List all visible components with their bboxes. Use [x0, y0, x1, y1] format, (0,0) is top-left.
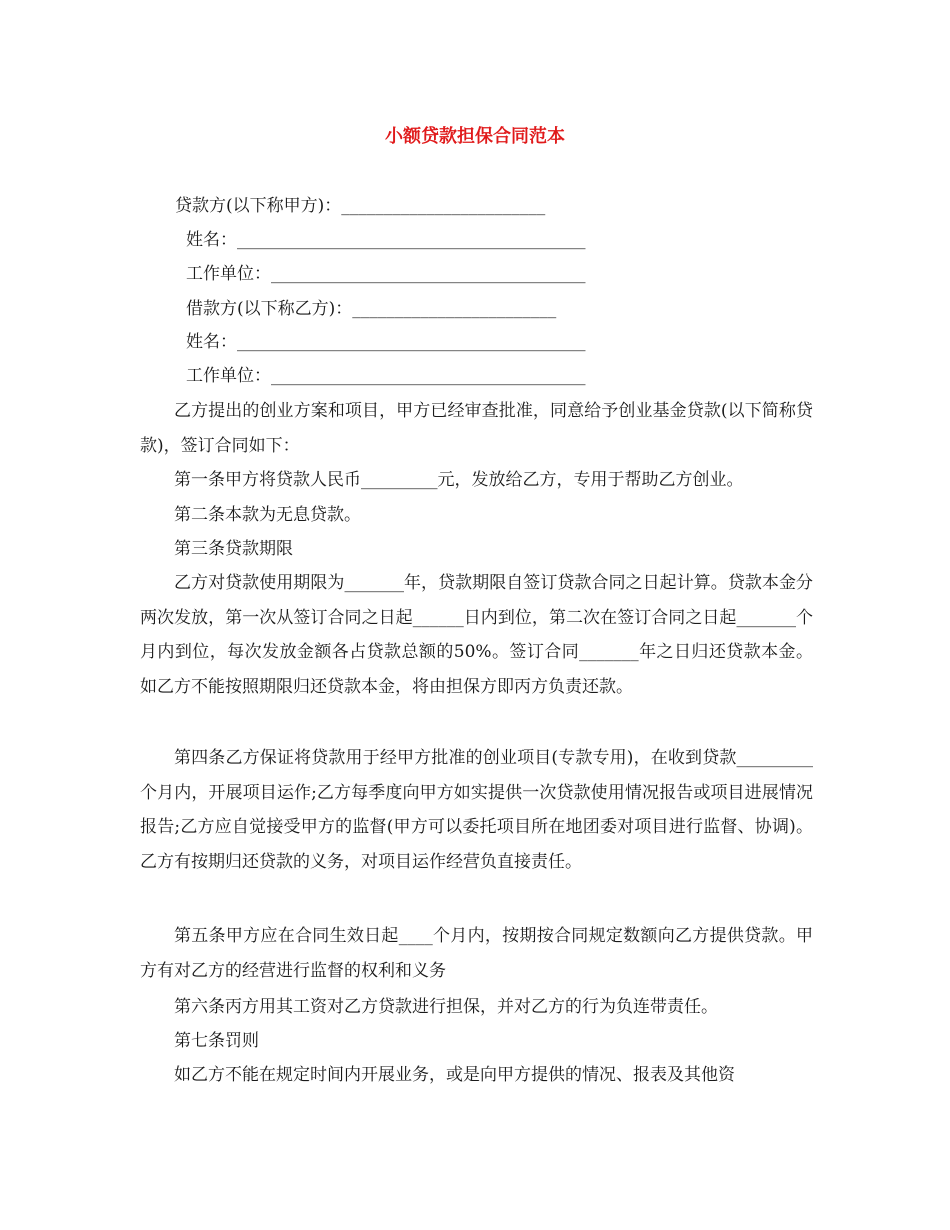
article-1: 第一条甲方将贷款人民币_________元，发放给乙方，专用于帮助乙方创业。	[174, 470, 744, 490]
article-2: 第二条本款为无息贷款。	[174, 505, 361, 525]
article-3-body: 乙方对贷款使用期限为_______年，贷款期限自签订贷款合同之日起计算。贷款本金分两次发放，第一次从签订合同之日起______日内到位，第二次在签订合同之日起_______个月内到位，每次发放金额各占贷款总额的50%。签订合同_______年之日归还贷款本金。如乙方不能按照期限归还贷款本金，将由担保方即丙方负责还款。	[140, 573, 813, 697]
borrower-name-line: 姓名：_________________________________________	[186, 332, 586, 352]
intro-paragraph: 乙方提出的创业方案和项目，甲方已经审查批准，同意给予创业基金贷款(以下简称贷款)，签订合同如下：	[140, 401, 813, 456]
document-title: 小额贷款担保合同范本	[385, 126, 565, 147]
article-7-heading: 第七条罚则	[174, 1031, 259, 1051]
borrower-work-unit-line: 工作单位：_____________________________________	[186, 366, 586, 386]
article-5: 第五条甲方应在合同生效日起____个月内，按期按合同规定数额向乙方提供贷款。甲方有对乙方的经营进行监督的权利和义务	[140, 926, 813, 981]
lender-line: 贷款方(以下称甲方)：________________________	[175, 196, 546, 216]
borrower-line: 借款方(以下称乙方)：________________________	[186, 299, 557, 319]
article-6: 第六条丙方用其工资对乙方贷款进行担保，并对乙方的行为负连带责任。	[174, 997, 718, 1017]
lender-work-unit-line: 工作单位：_____________________________________	[186, 264, 586, 284]
article-7-body: 如乙方不能在规定时间内开展业务，或是向甲方提供的情况、报表及其他资	[174, 1065, 735, 1085]
article-3-heading: 第三条贷款期限	[174, 539, 293, 559]
article-4: 第四条乙方保证将贷款用于经甲方批准的创业项目(专款专用)，在收到贷款_________个月内，开展项目运作;乙方每季度向甲方如实提供一次贷款使用情况报告或项目进展情况报告;乙方应自觉接受甲方的监督(甲方可以委托项目所在地团委对项目进行监督、协调)。乙方有按期归还贷款的义务，对项目运作经营负直接责任。	[140, 748, 813, 872]
lender-name-line: 姓名：_________________________________________	[186, 230, 586, 250]
